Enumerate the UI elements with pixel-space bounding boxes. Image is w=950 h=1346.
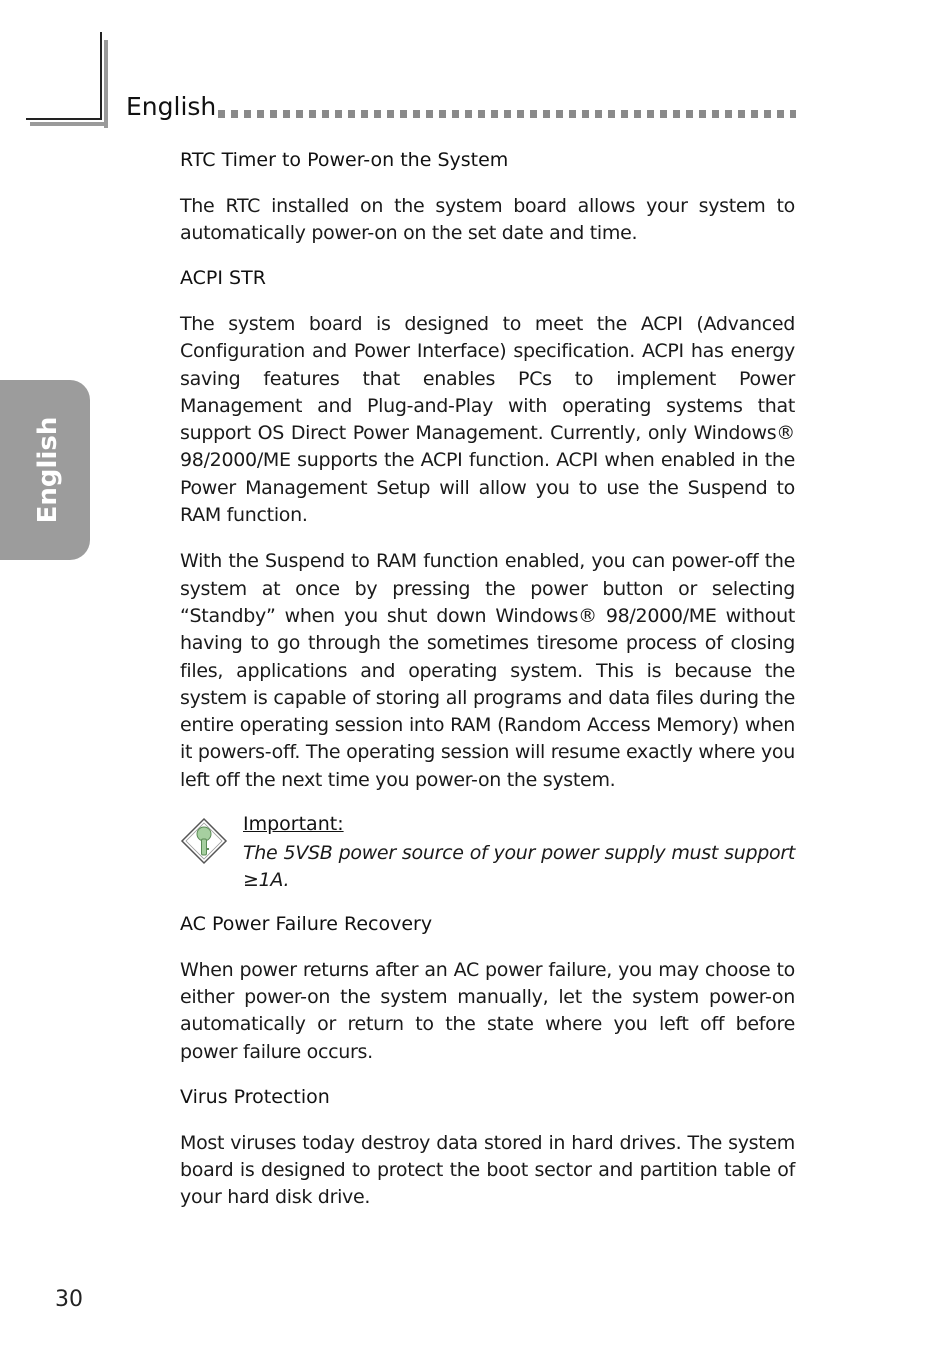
- section-body-virus: Most viruses today destroy data stored in hard drives. The system board is designed to protect the boot sector and partition table of your hard disk drive.: [180, 1131, 795, 1209]
- section-heading-rtc: RTC Timer to Power-on the System: [180, 149, 509, 171]
- important-note-text: The 5VSB power source of your power supply must support ≥1A.: [243, 842, 795, 892]
- key-note-icon: [180, 817, 228, 865]
- page-content: [180, 148, 795, 1230]
- header-dotted-rule: [218, 110, 796, 118]
- page-number: 30: [55, 1287, 83, 1312]
- section-body-rtc: The RTC installed on the system board allows your system to automatically power-on on the set date and time.: [180, 194, 795, 244]
- section-body-acpi-2: With the Suspend to RAM function enabled, you can power-off the system at once by pressing the power button or selecting “Standby” when you shut down Windows® 98/2000/ME without having to go through the sometimes tiresome process of closing files, applications and operating system. This is because the system is capable of storing all programs and data files during the entire operating session into RAM (Random Access Memory) when it powers-off. The operating session will resume exactly where you left off the next time you power-on the system.: [180, 550, 795, 791]
- page-header-title: English: [126, 92, 217, 121]
- section-heading-virus: Virus Protection: [180, 1085, 330, 1108]
- important-note-title: Important:: [243, 813, 344, 836]
- section-heading-acpi: ACPI STR: [180, 267, 266, 290]
- section-body-ac-power: When power returns after an AC power failure, you may choose to either power-on the system manually, let the system power-on automatically or return to the state where you left off before power failure occurs.: [180, 958, 795, 1063]
- section-body-acpi-1: The system board is designed to meet the ACPI (Advanced Configuration and Power Interface) specification. ACPI has energy saving features that enables PCs to implement Power Management and Plug-and-Play with operating systems that support OS Direct Power Management. Currently, only Windows® 98/2000/ME supports the ACPI function. ACPI when enabled in the Power Management Setup will allow you to use the Suspend to RAM function.: [180, 312, 795, 527]
- language-side-tab-label: English: [33, 416, 63, 524]
- section-heading-ac-power: AC Power Failure Recovery: [180, 913, 433, 936]
- important-note: [180, 813, 795, 893]
